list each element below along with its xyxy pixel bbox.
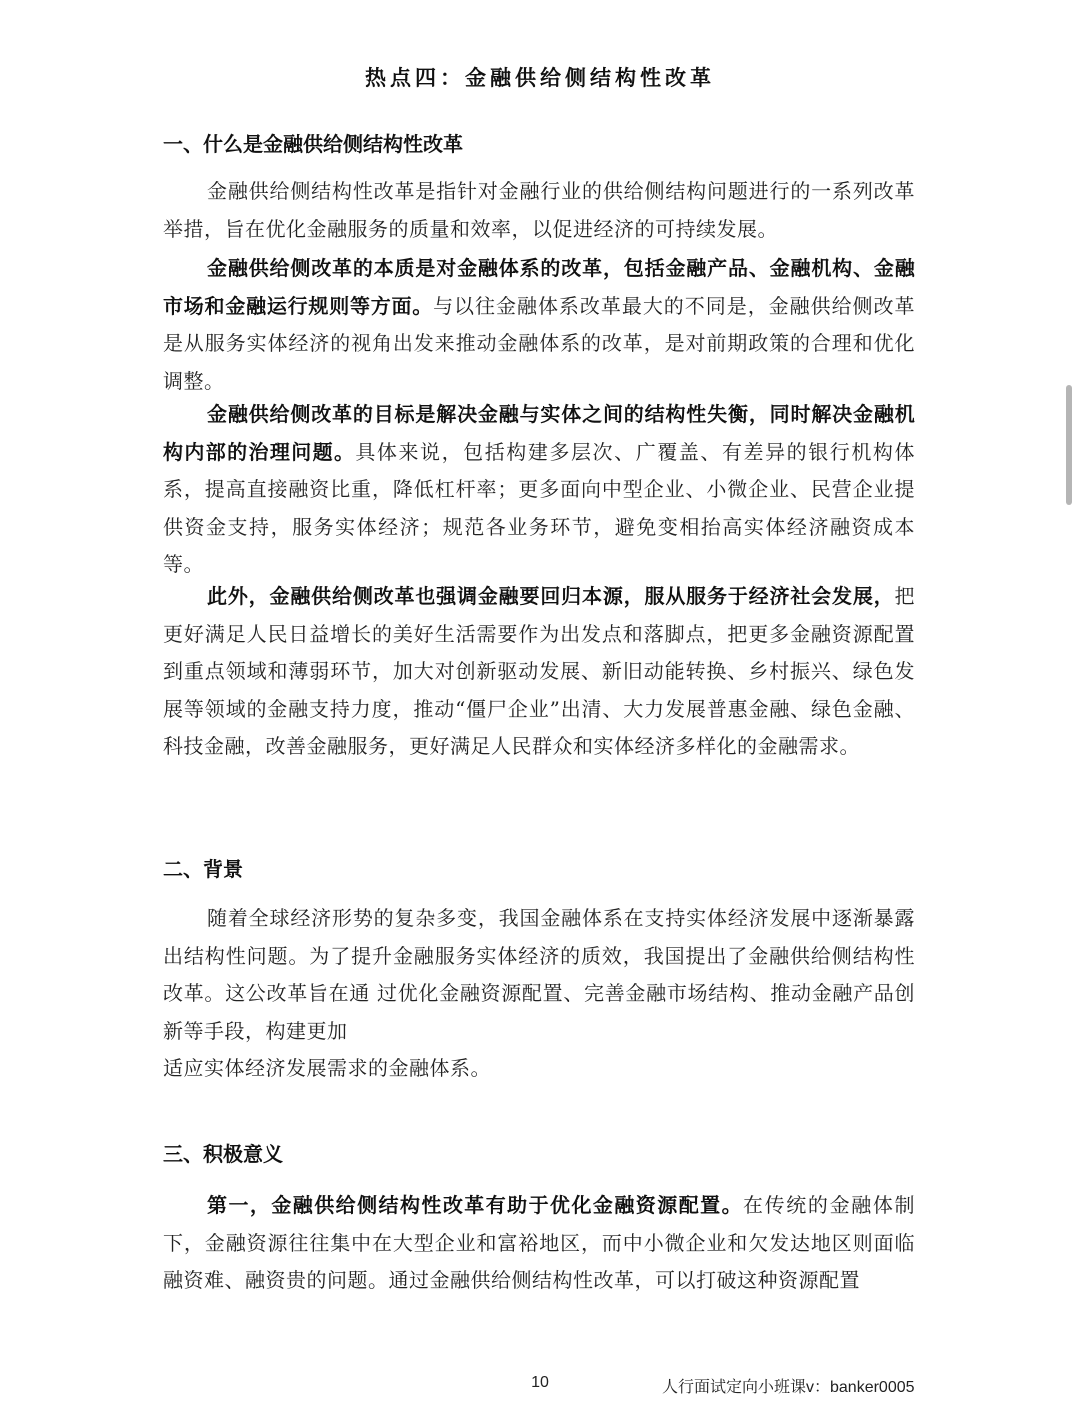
bold-text: 此外，金融供给侧改革也强调金融要回归本源，服从服务于经济社会发展， (207, 584, 895, 608)
paragraph-text: 随着全球经济形势的复杂多变，我国金融体系在支持实体经济发展中逐渐暴露出结构性问题。为了提升金融服务实体经济的质效，我国提出了金融供给侧结构性改革。这公改革旨在通 过优化金融资源配置、完善金融市场结构、推动金融产品创新等手段，构建更加 (163, 906, 915, 1043)
paragraph (163, 396, 915, 584)
section-heading-definition: 一、什么是金融供给侧结构性改革 (163, 132, 463, 156)
bold-text: 第一，金融供给侧结构性改革有助于优化金融资源配置。 (207, 1193, 744, 1217)
paragraph-text: 适应实体经济发展需求的金融体系。 (163, 1056, 491, 1080)
section-heading-background: 二、背景 (163, 857, 243, 881)
bold-text: 金融供给侧改革的本质是对金融体系的改革，包括金融产品、金融机构、金融市场和金融运行规则等方面。 (163, 256, 915, 318)
paragraph-text: 与以往金融体系改革最大的不同是，金融供给侧改革是从服务实体经济的视角出发来推动金融体系的改革，是对前期政策的合理和优化调整。 (163, 293, 916, 393)
paragraph-text: 把更好满足人民日益增长的美好生活需要作为出发点和落脚点，把更多金融资源配置到重点领域和薄弱环节，加大对创新驱动发展、新旧动能转换、乡村振兴、绿色发展等领域的金融支持力度，推动“僵尸企业”出清、大力发展普惠金融、绿色金融、科技金融，改善金融服务，更好满足人民群众和实体经济多样化的金融需求。 (163, 584, 915, 758)
paragraph (163, 1187, 915, 1300)
document-title: 热点四：金融供给侧结构性改革 (365, 66, 715, 90)
footer-note: 人行面试定向小班课v：banker0005 (662, 1379, 915, 1396)
paragraph (163, 250, 915, 400)
paragraph (163, 578, 915, 766)
bold-text: 金融供给侧改革的目标是解决金融与实体之间的结构性失衡，同时解决金融机构内部的治理问题。 (163, 402, 915, 464)
scrollbar-thumb[interactable] (1066, 385, 1072, 505)
paragraph-text: 在传统的金融体制下，金融资源往往集中在大型企业和富裕地区，而中小微企业和欠发达地区则面临融资难、融资贵的问题。通过金融供给侧结构性改革，可以打破这种资源配置 (163, 1193, 915, 1292)
section-heading-significance: 三、积极意义 (163, 1142, 283, 1166)
page-number: 10 (531, 1374, 549, 1391)
paragraph (163, 900, 915, 1088)
paragraph-text: 具体来说，包括构建多层次、广覆盖、有差异的银行机构体系，提高直接融资比重，降低杠杆率；更多面向中型企业、小微企业、民营企业提供资金支持，服务实体经济；规范各业务环节，避免变相抬高实体经济融资成本等。 (163, 439, 916, 576)
paragraph: 金融供给侧结构性改革是指针对金融行业的供给侧结构问题进行的一系列改革举措，旨在优化金融服务的质量和效率，以促进经济的可持续发展。 (163, 179, 915, 241)
